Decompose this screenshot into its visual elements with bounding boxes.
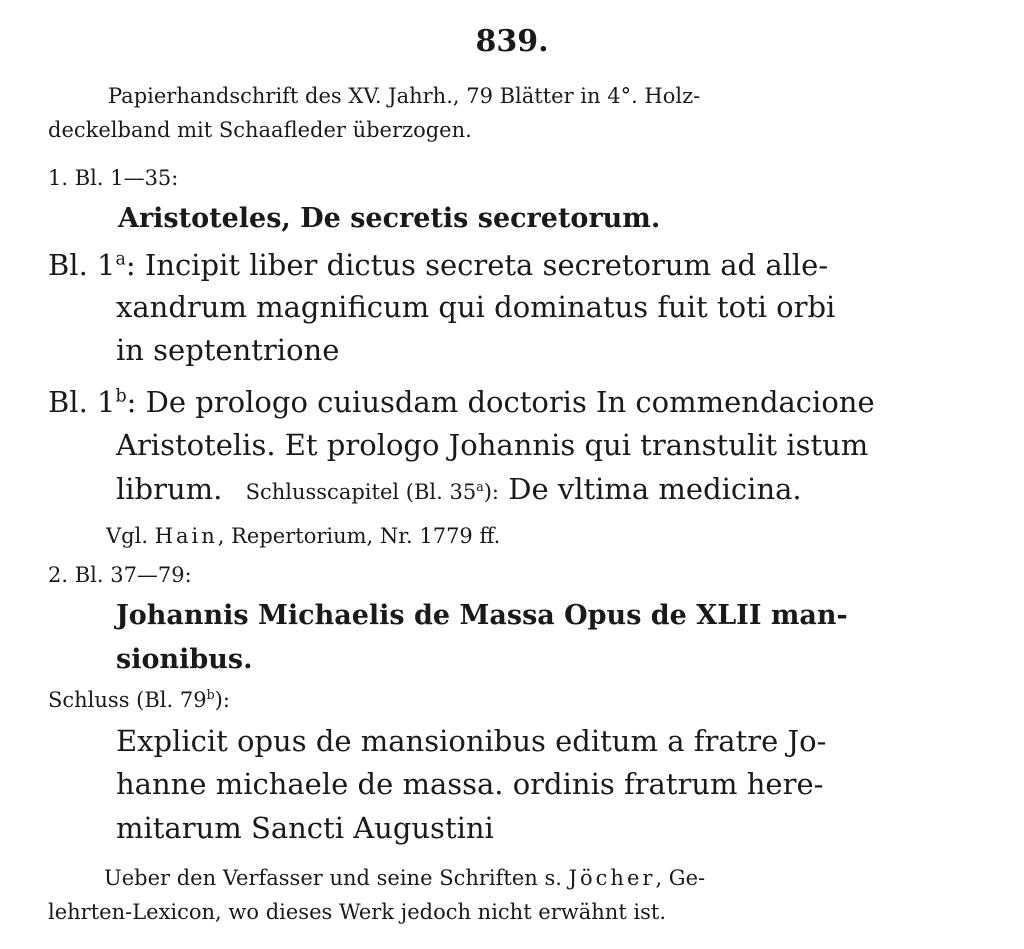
schlusscapitel-ref [246, 480, 499, 504]
entry-1a-sup: a [115, 249, 126, 270]
entry-1a-line-3: in septentrione [116, 333, 340, 367]
explicit-line-3: mitarum Sancti Augustini [116, 811, 494, 845]
author-note-prefix: Ueber den Verfasser und seine Schriften s. [104, 866, 562, 890]
explicit-line-2: hanne michaele de massa. ordinis fratrum here- [116, 767, 824, 801]
description-line-2: deckelband mit Schaafleder überzogen. [48, 118, 472, 142]
author-note-rest: , Ge- [655, 866, 706, 890]
author-note-name: Jöcher [568, 866, 656, 890]
page-number: 839. [475, 24, 549, 59]
entry-1a-text: Incipit liber dictus secreta secretorum ad alle- [144, 248, 829, 282]
explicit-line-1: Explicit opus de mansionibus editum a fratre Jo- [116, 724, 827, 758]
entry-1b-line-1 [48, 385, 875, 419]
section-2-heading: 2. Bl. 37—79: [48, 563, 192, 587]
entry-1b-text: De prologo cuiusdam doctoris In commendacione [145, 385, 875, 419]
entry-1a-line-1 [48, 248, 828, 282]
author-note-line-1 [104, 866, 705, 890]
entry-1b-sup: b [115, 386, 127, 407]
entry-1b-label: Bl. 1 [48, 385, 116, 419]
reference-prefix: Vgl. [106, 524, 148, 548]
section-1-title: Aristoteles, De secretis secretorum. [118, 203, 661, 234]
reference-line [106, 524, 500, 548]
entry-1b-colon: : [126, 385, 137, 419]
reference-rest: , Repertorium, Nr. 1779 ff. [217, 524, 501, 548]
schlusscapitel-sup: a [476, 479, 484, 494]
schlusscapitel-label: Schlusscapitel (Bl. 35 [245, 480, 477, 504]
description-line-1: Papierhandschrift des XV. Jahrh., 79 Blätter in 4°. Holz- [108, 84, 701, 108]
schlusscapitel-close: ): [483, 480, 499, 504]
entry-1b-line-3 [116, 472, 802, 506]
section-1-heading: 1. Bl. 1—35: [48, 166, 179, 190]
entry-1b-line-3-text: librum. [116, 472, 223, 506]
schluss-close: ): [214, 688, 230, 712]
entry-1a-label: Bl. 1 [48, 248, 116, 282]
reference-author: Hain [154, 524, 218, 548]
section-2-title-line-2: sionibus. [116, 644, 253, 675]
schluss-label [48, 688, 230, 712]
entry-1a-colon: : [125, 248, 136, 282]
schluss-text: Schluss (Bl. 79 [48, 688, 207, 712]
entry-1b-line-2: Aristotelis. Et prologo Johannis qui transtulit istum [116, 428, 869, 462]
entry-1b-line-3-rest: De vltima medicina. [508, 472, 802, 506]
author-note-line-2: lehrten-Lexicon, wo dieses Werk jedoch nicht erwähnt ist. [48, 900, 667, 924]
section-2-title-line-1: Johannis Michaelis de Massa Opus de XLII man- [116, 600, 848, 631]
schluss-sup: b [206, 687, 215, 702]
entry-1a-line-2: xandrum magnificum qui dominatus fuit toti orbi [116, 290, 836, 324]
